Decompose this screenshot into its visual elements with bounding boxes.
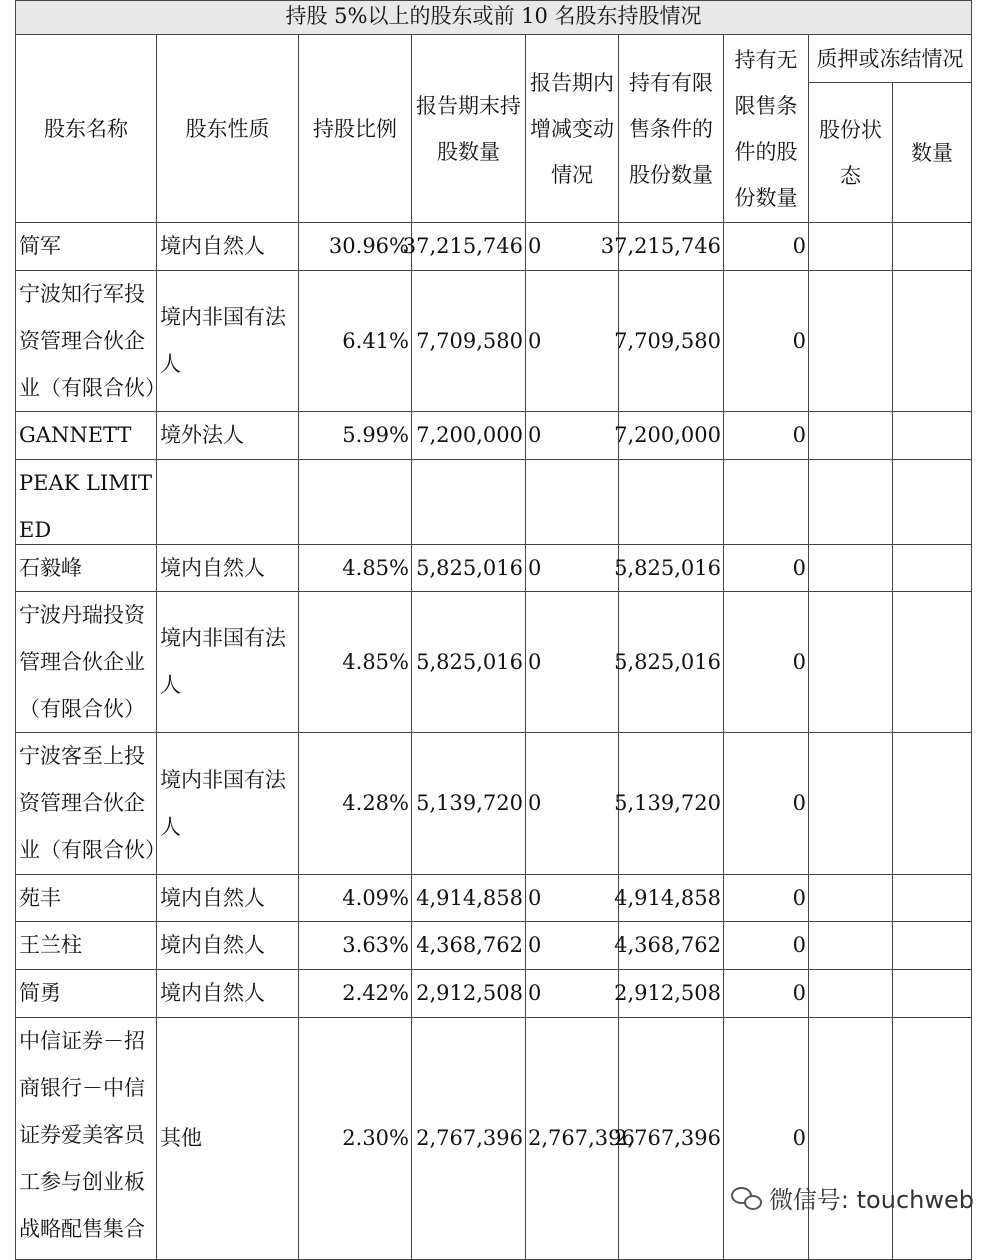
- row-7-qty: [412, 733, 526, 875]
- row-11-restricted: [614, 1018, 724, 1260]
- row-7-restricted: [614, 733, 724, 875]
- row-9-qty-text: 4,368,762: [416, 933, 523, 957]
- row-6-qty: [412, 592, 526, 733]
- row-3-ratio: [299, 412, 412, 460]
- row-6-name-text: 宁波丹瑞投资管理合伙企业（有限合伙）: [19, 603, 145, 721]
- table-title-text: 持股 5%以上的股东或前 10 名股东持股情况: [285, 4, 702, 28]
- row-11-ratio: [299, 1018, 412, 1260]
- row-11-change: [526, 1018, 635, 1260]
- row-7-name-text: 宁波客至上投资管理合伙企业（有限合伙）: [19, 744, 166, 862]
- row-5-restricted-text: 5,825,016: [614, 555, 721, 580]
- row-11-change-text: 2,767,396: [528, 1126, 635, 1150]
- row-11-ratio-text: 2.30%: [342, 1126, 409, 1150]
- row-9-pledge-status: [809, 922, 893, 970]
- row-4-pledge-status: [809, 460, 893, 545]
- row-10-change: [526, 970, 619, 1018]
- header-unrestricted-text: 持有无限售条件的股份数量: [734, 47, 798, 210]
- row-6-change: [526, 592, 619, 733]
- row-2-pledge-status: [809, 271, 893, 412]
- row-5-nature: [157, 545, 299, 592]
- header-change: [526, 35, 619, 223]
- row-10-qty-text: 2,912,508: [416, 981, 523, 1005]
- row-11-name: [15, 1018, 157, 1260]
- row-10-ratio: [299, 970, 412, 1018]
- row-3-name: [15, 412, 157, 460]
- row-2-qty-text: 7,709,580: [416, 328, 523, 353]
- row-11-pledge-qty: [893, 1018, 972, 1260]
- row-5-pledge-qty: [893, 545, 972, 592]
- row-7-ratio: [299, 733, 412, 875]
- row-6-unrestricted: [724, 592, 809, 733]
- row-9-name: [15, 922, 157, 970]
- row-8-pledge-qty: [893, 875, 972, 922]
- row-2-ratio: [299, 271, 412, 412]
- row-9-unrestricted: [724, 922, 809, 970]
- row-7-change: [526, 733, 619, 875]
- row-11-nature-text: 其他: [160, 1126, 202, 1150]
- row-6-unrestricted-text: 0: [792, 649, 806, 674]
- row-7-unrestricted-text: 0: [792, 791, 806, 815]
- row-10-unrestricted: [724, 970, 809, 1018]
- header-restricted-text: 持有有限售条件的股份数量: [629, 70, 713, 187]
- row-6-pledge-qty: [893, 592, 972, 733]
- row-1-restricted: [600, 223, 724, 271]
- row-2-unrestricted: [724, 271, 809, 412]
- row-10-name-text: 简勇: [19, 981, 61, 1005]
- header-name-text: 股东名称: [44, 116, 128, 141]
- row-1-qty-text: 37,215,746: [402, 234, 523, 258]
- row-2-restricted-text: 7,709,580: [614, 328, 721, 353]
- row-4-restricted: [619, 460, 724, 545]
- row-2-nature-text: 境内非国有法人: [160, 305, 286, 376]
- row-9-nature: [157, 922, 299, 970]
- row-8-change-text: 0: [528, 885, 542, 910]
- row-5-ratio-text: 4.85%: [342, 555, 409, 580]
- row-3-pledge-status: [809, 412, 893, 460]
- row-5-change: [526, 545, 619, 592]
- row-3-change: [526, 412, 619, 460]
- row-7-nature-text: 境内非国有法人: [160, 767, 286, 839]
- row-10-nature: [157, 970, 299, 1018]
- row-6-ratio-text: 4.85%: [342, 649, 409, 674]
- row-8-qty-text: 4,914,858: [416, 885, 523, 910]
- row-6-nature: [157, 592, 299, 733]
- table-title: [15, 0, 972, 35]
- header-ratio: [299, 35, 412, 223]
- row-2-name-text: 宁波知行军投资管理合伙企业（有限合伙）: [19, 282, 166, 400]
- row-4-unrestricted: [724, 460, 809, 545]
- row-2-ratio-text: 6.41%: [342, 328, 409, 353]
- row-2-change: [526, 271, 619, 412]
- row-1-pledge-qty: [893, 223, 972, 271]
- header-pledge-qty-text: 数量: [911, 140, 953, 165]
- row-7-name: [15, 733, 166, 875]
- header-pledge-group: [809, 35, 972, 83]
- row-3-change-text: 0: [528, 423, 542, 447]
- row-5-name-text: 石毅峰: [19, 556, 82, 580]
- row-11-unrestricted-text: 0: [792, 1126, 806, 1150]
- header-pledge-group-text: 质押或冻结情况: [816, 46, 964, 71]
- header-change-text: 报告期内增减变动情况: [530, 70, 614, 187]
- row-8-pledge-status: [809, 875, 893, 922]
- row-10-change-text: 0: [528, 981, 542, 1005]
- row-11-pledge-status: [809, 1018, 893, 1260]
- row-10-pledge-qty: [893, 970, 972, 1018]
- row-5-unrestricted: [724, 545, 809, 592]
- row-8-unrestricted: [724, 875, 809, 922]
- row-5-change-text: 0: [528, 555, 542, 580]
- row-8-nature-text: 境内自然人: [160, 886, 265, 910]
- row-5-qty: [412, 545, 526, 592]
- row-7-qty-text: 5,139,720: [416, 791, 523, 815]
- wechat-icon: [731, 1187, 761, 1209]
- row-6-nature-text: 境内非国有法人: [160, 626, 286, 697]
- row-4-ratio: [299, 460, 412, 545]
- row-3-restricted-text: 7,200,000: [614, 423, 721, 447]
- row-9-ratio: [299, 922, 412, 970]
- row-2-unrestricted-text: 0: [792, 328, 806, 353]
- row-9-restricted: [614, 922, 724, 970]
- row-6-restricted-text: 5,825,016: [614, 649, 721, 674]
- row-1-name-text: 简军: [19, 234, 61, 258]
- row-9-ratio-text: 3.63%: [342, 933, 409, 957]
- row-9-nature-text: 境内自然人: [160, 933, 265, 957]
- row-6-change-text: 0: [528, 649, 542, 674]
- row-1-qty: [402, 223, 526, 271]
- row-8-restricted-text: 4,914,858: [614, 885, 721, 910]
- row-1-nature: [157, 223, 299, 271]
- row-6-name: [15, 592, 157, 733]
- row-6-pledge-status: [809, 592, 893, 733]
- row-9-pledge-qty: [893, 922, 972, 970]
- row-2-qty: [412, 271, 526, 412]
- row-11-restricted-text: 2,767,396: [614, 1126, 721, 1150]
- row-6-qty-text: 5,825,016: [416, 649, 523, 674]
- row-4-name-text: PEAK LIMITED: [19, 471, 153, 542]
- row-11-unrestricted: [724, 1018, 809, 1260]
- row-2-nature: [157, 271, 299, 412]
- row-4-qty: [412, 460, 526, 545]
- row-8-nature: [157, 875, 299, 922]
- row-7-change-text: 0: [528, 791, 542, 815]
- header-pledge-qty: [893, 83, 972, 223]
- row-4-pledge-qty: [893, 460, 972, 545]
- row-3-qty: [412, 412, 526, 460]
- watermark: [731, 1180, 974, 1215]
- row-9-name-text: 王兰柱: [19, 933, 82, 957]
- row-8-restricted: [614, 875, 724, 922]
- row-1-restricted-text: 37,215,746: [600, 234, 721, 258]
- row-6-restricted: [614, 592, 724, 733]
- row-4-change: [526, 460, 619, 545]
- row-2-name: [15, 271, 166, 412]
- row-8-change: [526, 875, 619, 922]
- row-3-ratio-text: 5.99%: [342, 423, 409, 447]
- row-2-change-text: 0: [528, 328, 542, 353]
- row-5-nature-text: 境内自然人: [160, 556, 265, 580]
- row-2-pledge-qty: [893, 271, 972, 412]
- row-9-change: [526, 922, 619, 970]
- header-restricted: [619, 35, 724, 223]
- row-11-nature: [157, 1018, 299, 1260]
- row-5-restricted: [614, 545, 724, 592]
- row-4-nature: [157, 460, 299, 545]
- row-8-ratio-text: 4.09%: [342, 885, 409, 910]
- row-10-restricted: [614, 970, 724, 1018]
- header-unrestricted: [724, 35, 809, 223]
- row-5-qty-text: 5,825,016: [416, 555, 523, 580]
- row-1-change-text: 0: [528, 234, 542, 258]
- row-3-nature: [157, 412, 299, 460]
- row-10-name: [15, 970, 157, 1018]
- row-2-restricted: [614, 271, 724, 412]
- watermark-text: 微信号: touchweb: [768, 1186, 974, 1214]
- header-period-end-qty-text: 报告期末持股数量: [416, 93, 521, 164]
- row-3-nature-text: 境外法人: [160, 423, 244, 447]
- row-9-qty: [412, 922, 526, 970]
- header-pledge-status-text: 股份状态: [819, 117, 882, 188]
- row-10-pledge-status: [809, 970, 893, 1018]
- row-8-name: [15, 875, 157, 922]
- row-3-unrestricted-text: 0: [792, 423, 806, 447]
- shareholder-table: [15, 0, 972, 1244]
- row-1-unrestricted-text: 0: [792, 234, 806, 258]
- row-1-name: [15, 223, 157, 271]
- row-5-name: [15, 545, 157, 592]
- row-1-pledge-status: [809, 223, 893, 271]
- row-8-qty: [412, 875, 526, 922]
- row-9-change-text: 0: [528, 933, 542, 957]
- row-1-ratio: [299, 223, 412, 271]
- row-10-nature-text: 境内自然人: [160, 981, 265, 1005]
- header-ratio-text: 持股比例: [313, 116, 397, 141]
- row-10-qty: [412, 970, 526, 1018]
- row-11-name-text: 中信证券－招商银行－中信证券爱美客员工参与创业板战略配售集合: [19, 1029, 145, 1241]
- row-8-ratio: [299, 875, 412, 922]
- header-period-end-qty: [412, 35, 526, 223]
- row-9-unrestricted-text: 0: [792, 933, 806, 957]
- header-nature-text: 股东性质: [185, 116, 270, 141]
- row-11-qty: [412, 1018, 526, 1260]
- header-pledge-status: [809, 83, 893, 223]
- row-10-ratio-text: 2.42%: [342, 981, 409, 1005]
- header-nature: [157, 35, 299, 223]
- row-10-restricted-text: 2,912,508: [614, 981, 721, 1005]
- row-3-unrestricted: [724, 412, 809, 460]
- row-11-qty-text: 2,767,396: [416, 1126, 523, 1150]
- row-5-unrestricted-text: 0: [792, 555, 806, 580]
- row-3-qty-text: 7,200,000: [416, 423, 523, 447]
- row-7-unrestricted: [724, 733, 809, 875]
- row-6-ratio: [299, 592, 412, 733]
- row-7-pledge-qty: [893, 733, 972, 875]
- row-7-ratio-text: 4.28%: [342, 791, 409, 815]
- row-10-unrestricted-text: 0: [792, 981, 806, 1005]
- row-1-ratio-text: 30.96%: [328, 234, 409, 258]
- row-3-pledge-qty: [893, 412, 972, 460]
- row-4-name: [15, 460, 157, 545]
- row-1-unrestricted: [724, 223, 809, 271]
- row-3-name-text: GANNETT: [19, 423, 132, 447]
- row-7-restricted-text: 5,139,720: [614, 791, 721, 815]
- row-8-unrestricted-text: 0: [792, 885, 806, 910]
- row-8-name-text: 苑丰: [19, 886, 61, 910]
- row-7-nature: [157, 733, 299, 875]
- header-name: [15, 35, 157, 223]
- row-1-nature-text: 境内自然人: [160, 234, 265, 258]
- row-5-ratio: [299, 545, 412, 592]
- row-9-restricted-text: 4,368,762: [614, 933, 721, 957]
- row-3-restricted: [614, 412, 724, 460]
- row-7-pledge-status: [809, 733, 893, 875]
- row-5-pledge-status: [809, 545, 893, 592]
